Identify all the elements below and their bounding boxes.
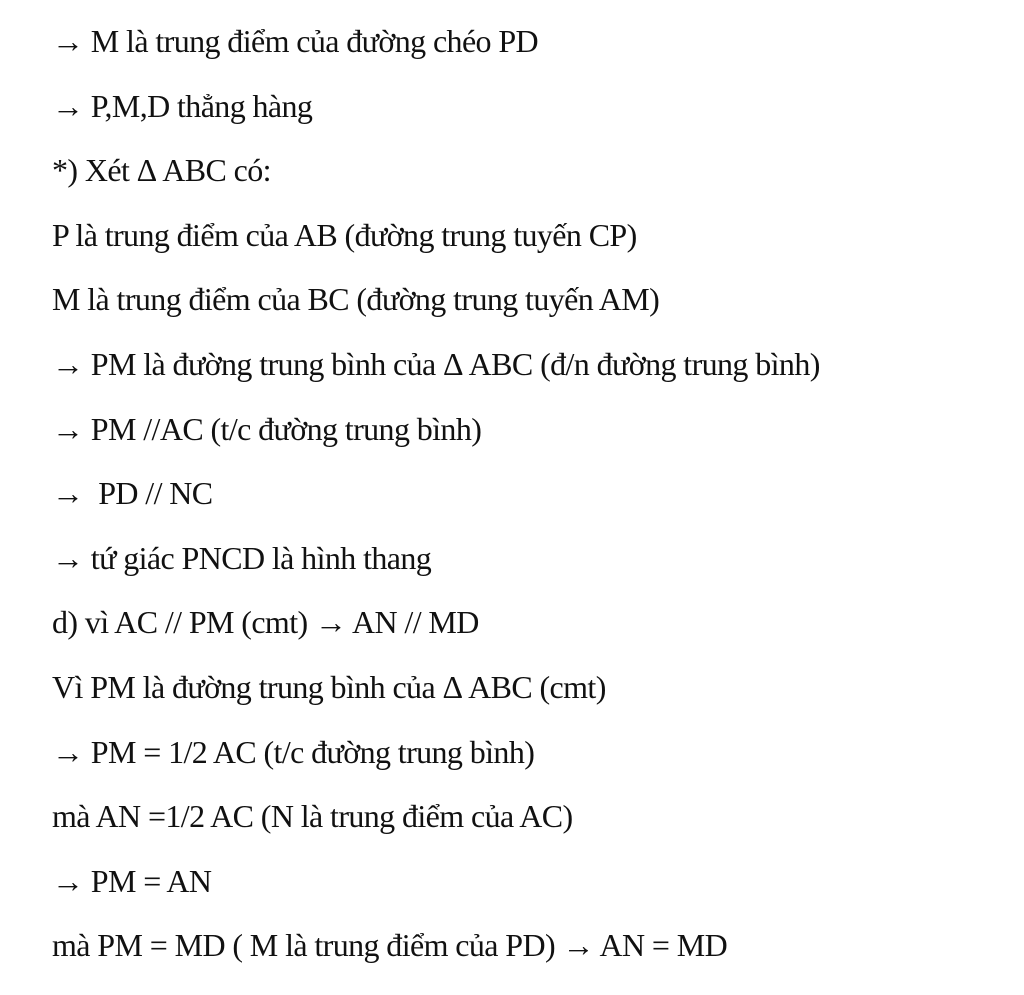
text-line: → PD // NC xyxy=(52,475,213,512)
text-line: mà AN =1/2 AC (N là trung điểm của AC) xyxy=(52,798,573,835)
text-line: → P,M,D thẳng hàng xyxy=(52,87,313,124)
text-line: P là trung điểm của AB (đường trung tuyến CP) xyxy=(52,216,637,253)
text-line: → tứ giác PNCD là hình thang xyxy=(52,539,432,576)
text-line: → M là trung điểm của đường chéo PD xyxy=(52,23,539,59)
text-line: → PM //AC (t/c đường trung bình) xyxy=(52,410,482,447)
text-line: → PM = AN xyxy=(52,862,212,899)
text-line: d) vì AC // PM (cmt) → AN // MD xyxy=(52,604,479,641)
text-line: Vì PM là đường trung bình của Δ ABC (cmt) xyxy=(52,668,606,705)
document-body xyxy=(52,14,1012,983)
text-line: → PM = 1/2 AC (t/c đường trung bình) xyxy=(52,733,535,770)
text-line: M là trung điểm của BC (đường trung tuyến AM) xyxy=(52,281,660,318)
text-line: mà PM = MD ( M là trung điểm của PD) → AN = MD xyxy=(52,927,728,964)
text-line: → PM là đường trung bình của Δ ABC (đ/n đường trung bình) xyxy=(52,345,820,382)
text-line: *) Xét Δ ABC có: xyxy=(52,152,271,189)
